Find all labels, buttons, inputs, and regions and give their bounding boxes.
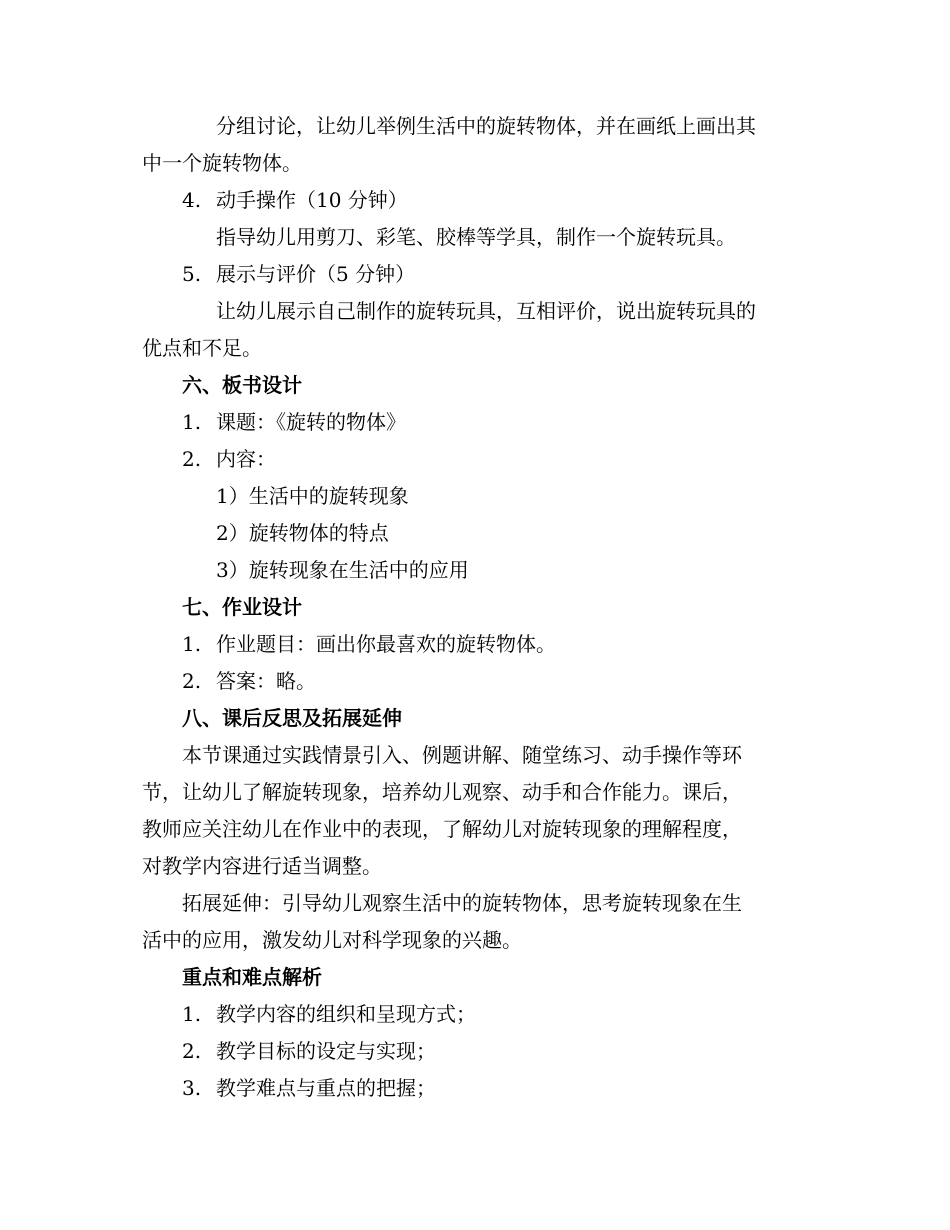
paragraph-line: 本节课通过实践情景引入、例题讲解、随堂练习、动手操作等环 <box>182 743 742 767</box>
list-item <box>182 187 852 213</box>
list-number: 2. <box>182 1039 202 1063</box>
sub-list-item: 1）生活中的旋转现象 <box>216 484 409 508</box>
list-item <box>182 668 852 694</box>
list-number: 1. <box>182 410 202 434</box>
section-heading: 七、作业设计 <box>182 595 302 619</box>
section-heading: 六、板书设计 <box>182 373 302 397</box>
list-number: 3. <box>182 1076 202 1100</box>
section-heading: 重点和难点解析 <box>182 965 322 989</box>
list-text: 展示与评价（5 分钟） <box>216 262 416 286</box>
sub-list-item: 2）旋转物体的特点 <box>216 521 389 545</box>
list-number: 1. <box>182 1002 202 1026</box>
list-number: 2. <box>182 447 202 471</box>
list-item <box>182 1001 852 1027</box>
list-text: 教学内容的组织和呈现方式； <box>216 1002 476 1026</box>
paragraph-line: 对教学内容进行适当调整。 <box>142 854 382 878</box>
list-item <box>182 631 852 657</box>
list-text: 内容： <box>216 447 276 471</box>
list-text: 课题：《旋转的物体》 <box>216 410 406 434</box>
paragraph-line: 教师应关注幼儿在作业中的表现，了解幼儿对旋转现象的理解程度， <box>142 817 742 841</box>
list-item <box>182 1075 852 1101</box>
list-item <box>182 1038 852 1064</box>
section-heading: 八、课后反思及拓展延伸 <box>182 706 402 730</box>
list-item <box>182 446 852 472</box>
list-text: 教学难点与重点的把握； <box>216 1076 436 1100</box>
list-text: 作业题目：画出你最喜欢的旋转物体。 <box>216 632 556 656</box>
list-number: 1. <box>182 632 202 656</box>
paragraph-line: 拓展延伸：引导幼儿观察生活中的旋转物体，思考旋转现象在生 <box>182 891 742 915</box>
paragraph-line: 让幼儿展示自己制作的旋转玩具，互相评价，说出旋转玩具的 <box>216 299 756 323</box>
paragraph-line: 节，让幼儿了解旋转现象，培养幼儿观察、动手和合作能力。课后， <box>142 780 742 804</box>
paragraph-line: 分组讨论，让幼儿举例生活中的旋转物体，并在画纸上画出其 <box>216 114 756 138</box>
sub-list-item: 3）旋转现象在生活中的应用 <box>216 558 469 582</box>
list-text: 答案：略。 <box>216 669 316 693</box>
paragraph-line: 中一个旋转物体。 <box>142 151 302 175</box>
paragraph-line: 指导幼儿用剪刀、彩笔、胶棒等学具，制作一个旋转玩具。 <box>216 225 736 249</box>
paragraph-line: 活中的应用，激发幼儿对科学现象的兴趣。 <box>142 928 522 952</box>
list-text: 动手操作（10 分钟） <box>216 188 408 212</box>
paragraph-line: 优点和不足。 <box>142 336 262 360</box>
list-item <box>182 409 852 435</box>
list-text: 教学目标的设定与实现； <box>216 1039 436 1063</box>
list-number: 2. <box>182 669 202 693</box>
list-item <box>182 261 852 287</box>
list-number: 4. <box>182 188 202 212</box>
list-number: 5. <box>182 262 202 286</box>
